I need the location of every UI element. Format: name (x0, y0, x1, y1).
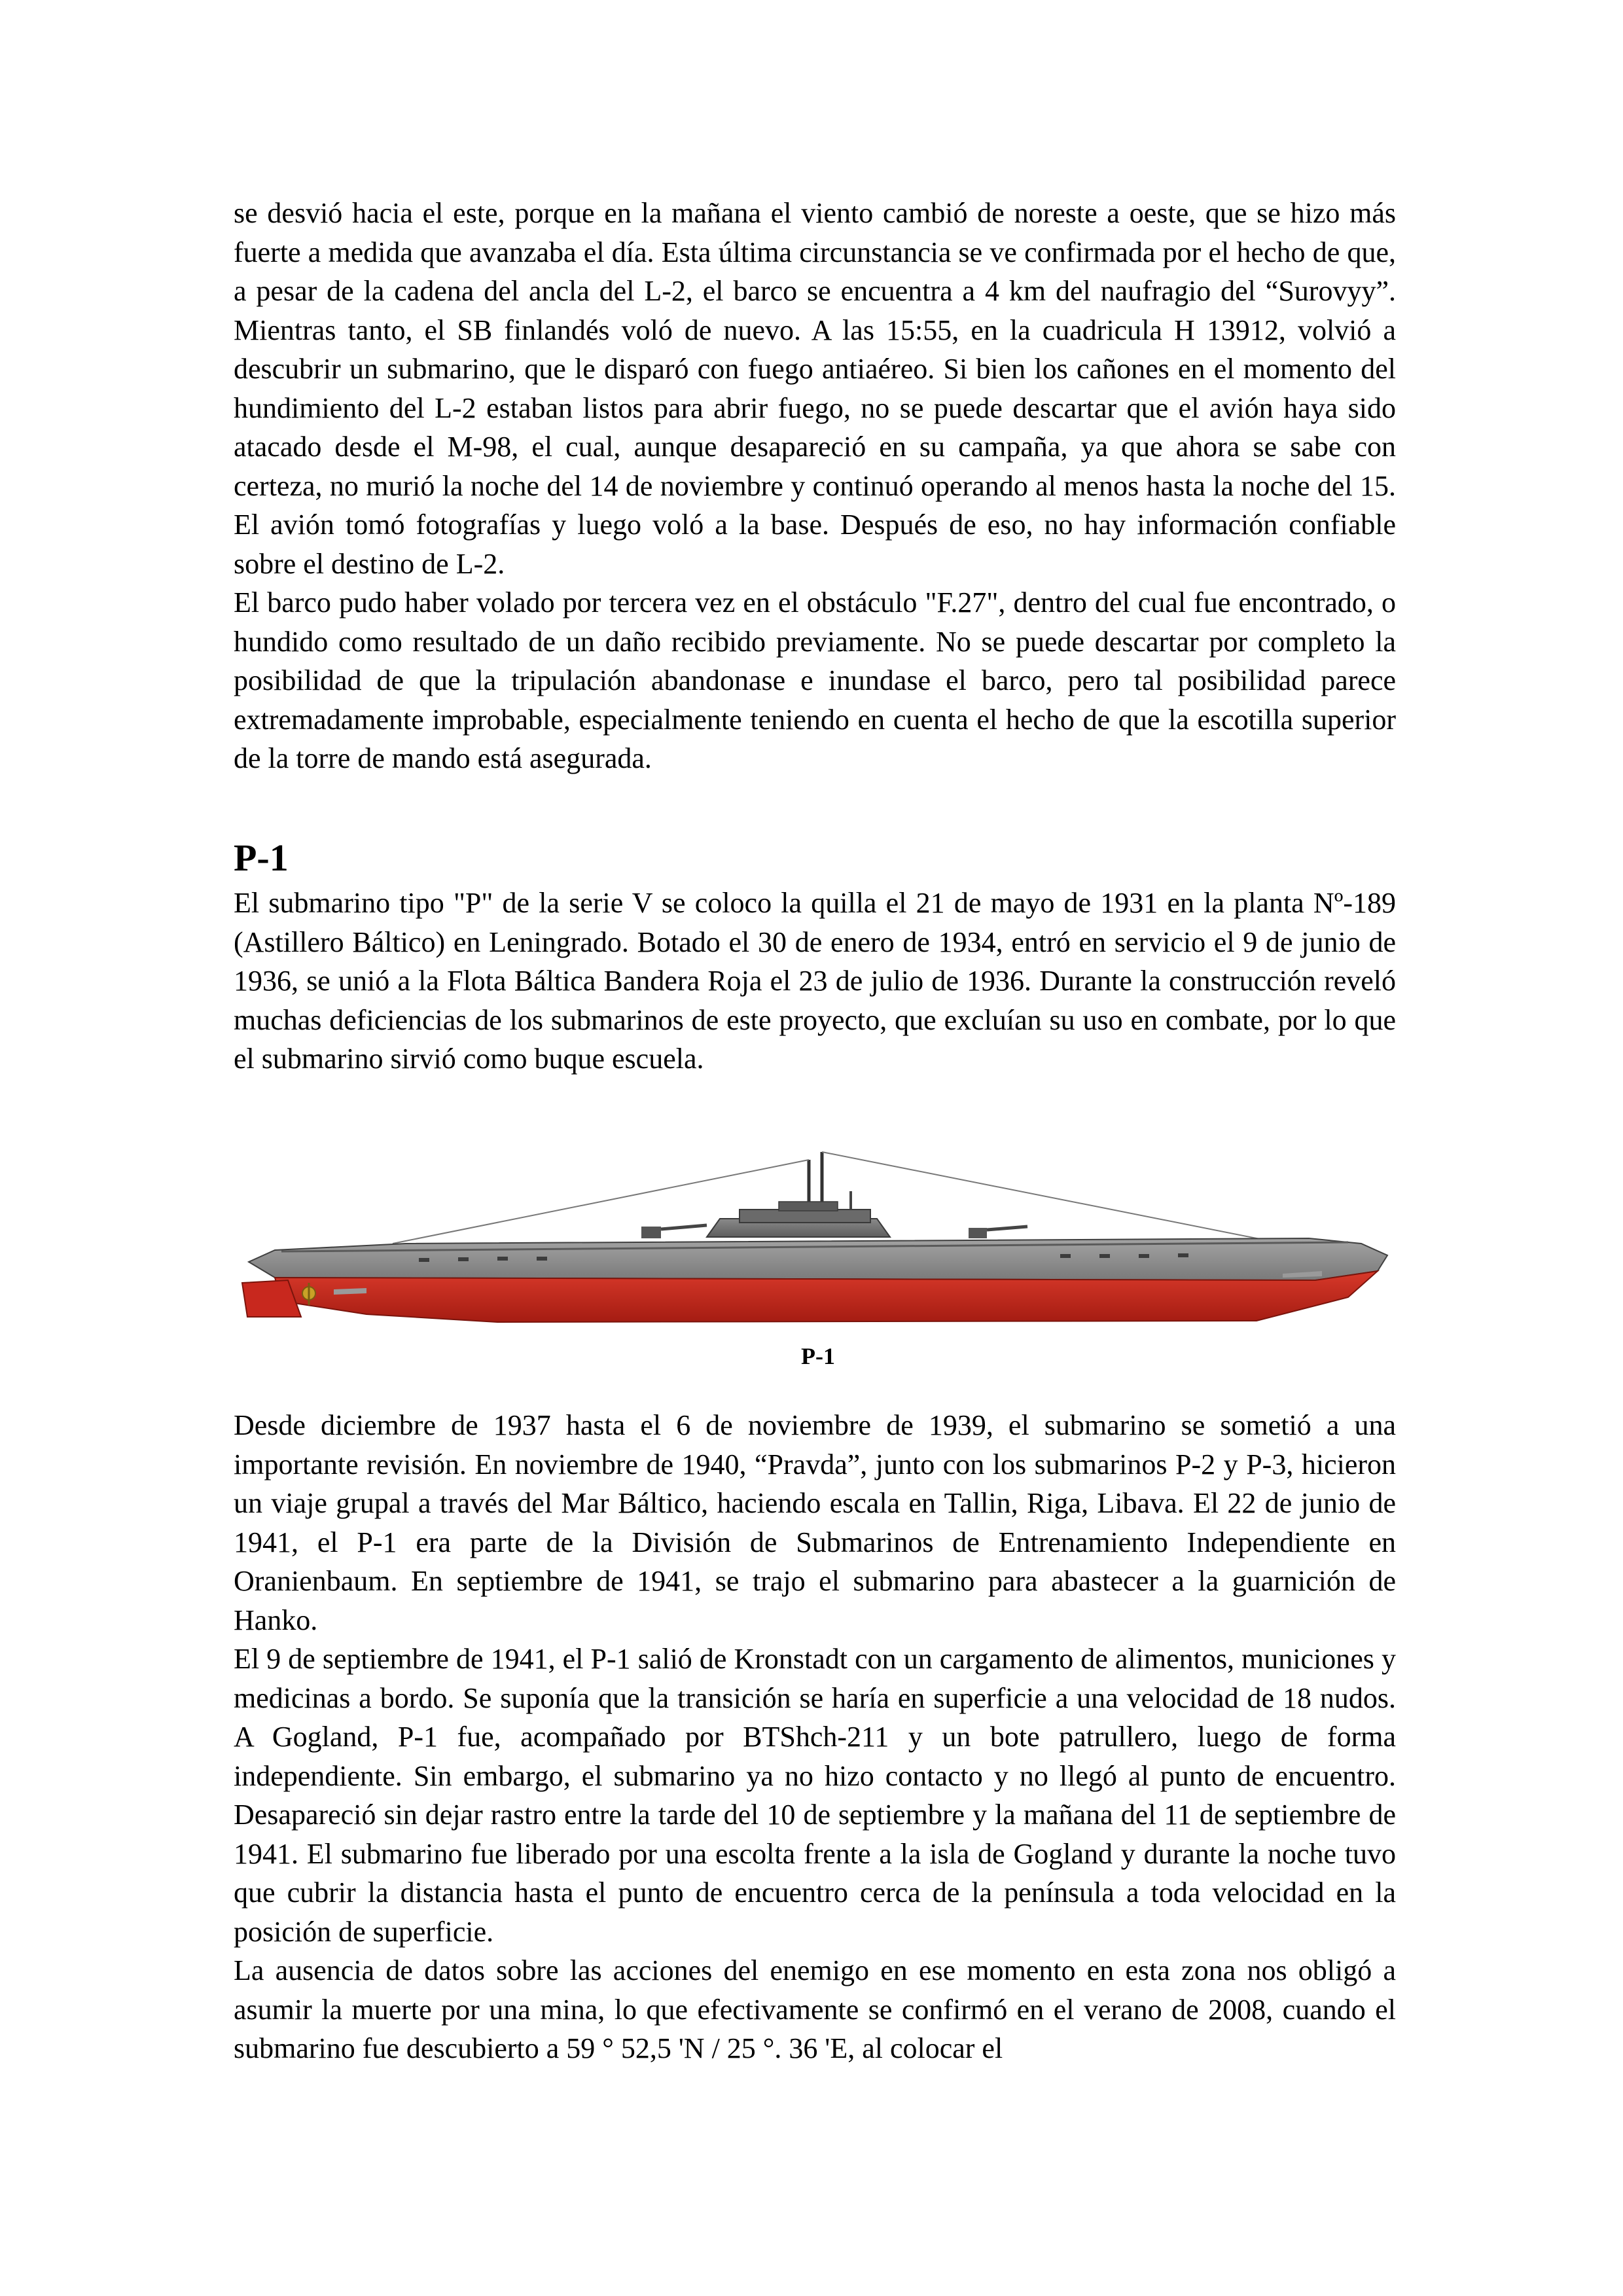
submarine-figure (236, 1145, 1400, 1381)
paragraph: se desvió hacia el este, porque en la mañana el viento cambió de noreste a oeste, que se hizo más fuerte a medida que avanzaba el día. Esta última circunstancia se ve confirmada por el hecho de que, a pesar de la cadena del ancla del L-2, el barco se encuentra a 4 km del naufragio del “Surovyy”. Mientras tanto, el SB finlandés voló de nuevo. A las 15:55, en la cuadricula H 13912, volvió a descubrir un submarino, que le disparó con fuego antiaéreo. Si bien los cañones en el momento del hundimiento del L-2 estaban listos para abrir fuego, no se puede descartar que el avión haya sido atacado desde el M-98, el cual, aunque desapareció en su campaña, ya que ahora se sabe con certeza, no murió la noche del 14 de noviembre y continuó operando al menos hasta la noche del 15. El avión tomó fotografías y luego voló a la base. Después de eso, no hay información confiable sobre el destino de L-2. (234, 197, 1396, 580)
paragraph: La ausencia de datos sobre las acciones del enemigo en ese momento en esta zona nos obligó a asumir la muerte por una mina, lo que efectivamente se confirmó en el verano de 2008, cuando el submarino fue descubierto a 59 ° 52,5 'N / 25 °. 36 'E, al colocar el (234, 1954, 1396, 2064)
paragraph: El barco pudo haber volado por tercera vez en el obstáculo "F.27", dentro del cual fue encontrado, o hundido como resultado de un daño recibido previamente. No se puede descartar por completo la posibilidad de que la tripulación abandonase e inundase el barco, pero tal posibilidad parece extremadamente improbable, especialmente teniendo en cuenta el hecho de que la escotilla superior de la torre de mando está asegurada. (234, 586, 1396, 774)
section-heading: P-1 (234, 836, 289, 879)
figure-caption: P-1 (801, 1343, 835, 1369)
submarine-illustration (236, 1145, 1400, 1335)
bottom-text-block (234, 1406, 1396, 2068)
paragraph: El 9 de septiembre de 1941, el P-1 salió de Kronstadt con un cargamento de alimentos, municiones y medicinas a bordo. Se suponía que la transición se haría en superficie a una velocidad de 18 nudos. A Gogland, P-1 fue, acompañado por BTShch-211 y un bote patrullero, luego de forma independiente. Sin embargo, el submarino ya no hizo contacto y no llegó al punto de encuentro. Desapareció sin dejar rastro entre la tarde del 10 de septiembre y la mañana del 11 de septiembre de 1941. El submarino fue liberado por una escolta frente a la isla de Gogland y durante la noche tuvo que cubrir la distancia hasta el punto de encuentro cerca de la península a toda velocidad en la posición de superficie. (234, 1643, 1396, 1948)
top-text-block (234, 194, 1396, 778)
section-p1 (234, 836, 1396, 1079)
paragraph: Desde diciembre de 1937 hasta el 6 de noviembre de 1939, el submarino se sometió a una importante revisión. En noviembre de 1940, “Pravda”, junto con los submarinos P-2 y P-3, hicieron un viaje grupal a través del Mar Báltico, haciendo escala en Tallin, Riga, Libava. El 22 de junio de 1941, el P-1 era parte de la División de Submarinos de Entrenamiento Independiente en Oranienbaum. En septiembre de 1941, se trajo el submarino para abastecer a la guarnición de Hanko. (234, 1409, 1396, 1636)
paragraph: El submarino tipo "P" de la serie V se coloco la quilla el 21 de mayo de 1931 en la planta Nº-189 (Astillero Báltico) en Leningrado. Botado el 30 de enero de 1934, entró en servicio el 9 de junio de 1936, se unió a la Flota Báltica Bandera Roja el 23 de julio de 1936. Durante la construcción reveló muchas deficiencias de los submarinos de este proyecto, que excluían su uso en combate, por lo que el submarino sirvió como buque escuela. (234, 887, 1396, 1075)
